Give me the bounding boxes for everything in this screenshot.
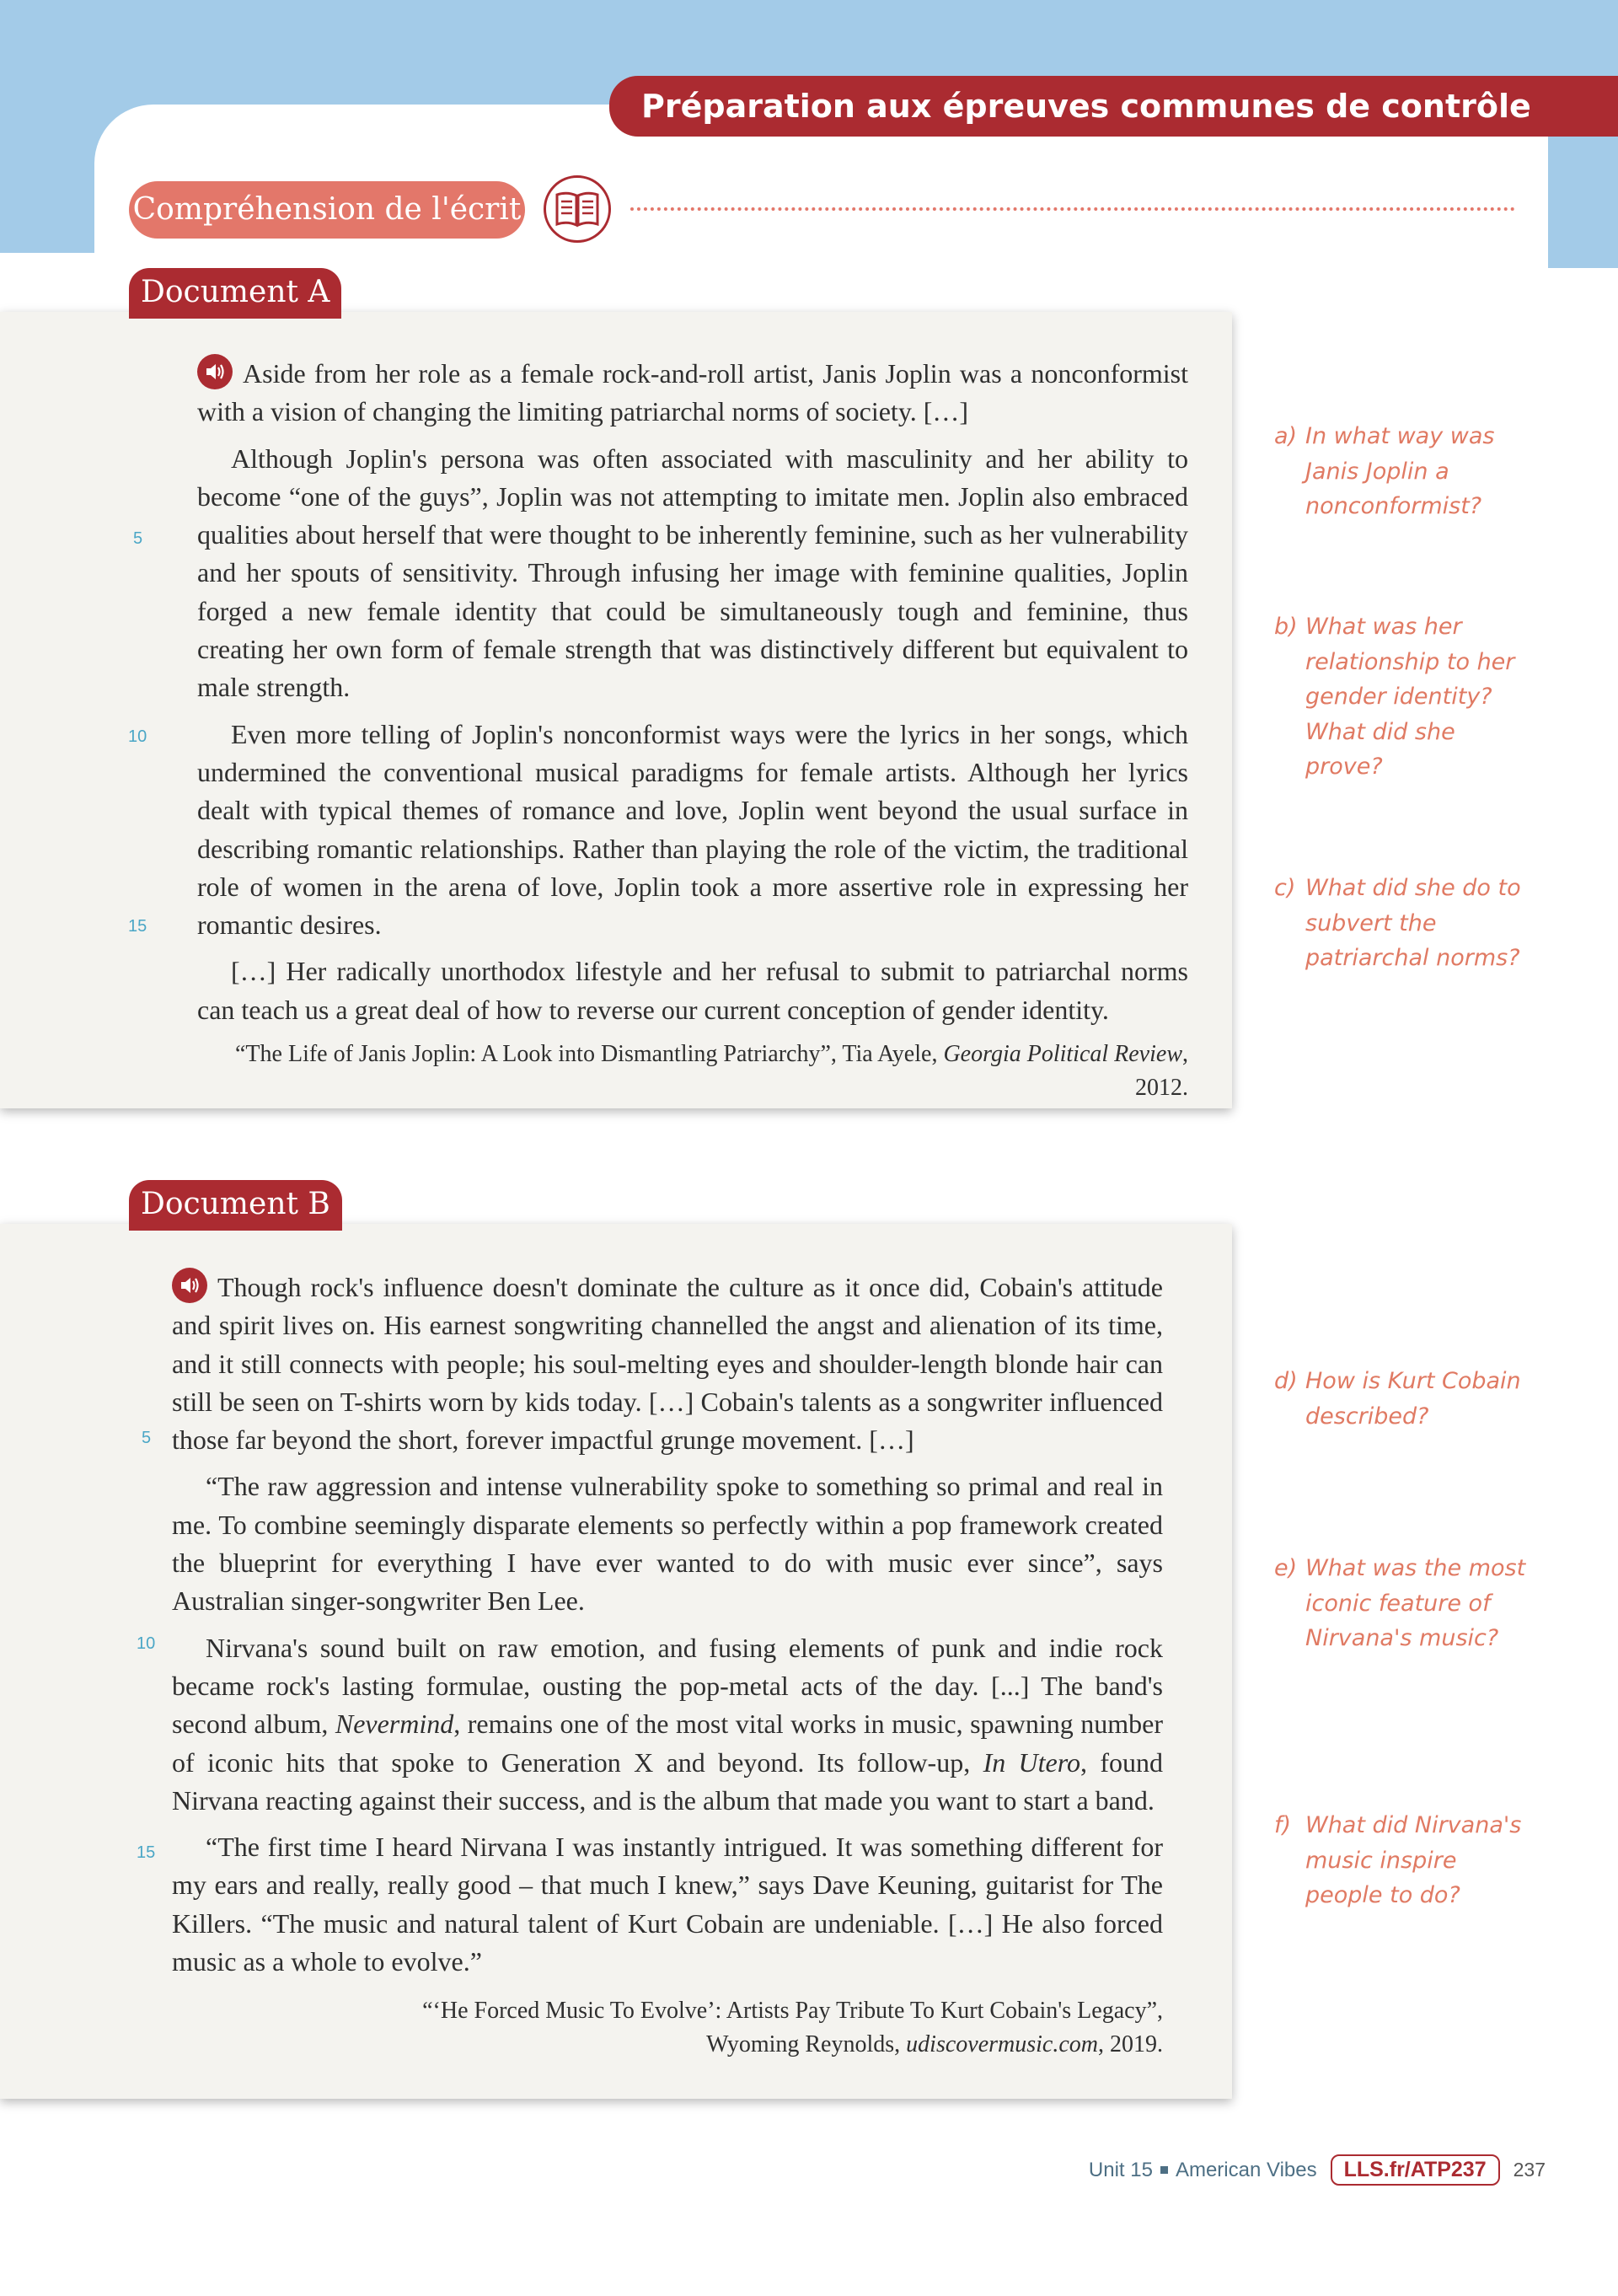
open-book-icon [544, 175, 611, 243]
document-a-text [197, 354, 1188, 1105]
question-a: a) In what way was Janis Joplin a nonconformist? [1274, 423, 1495, 519]
question-b: b) What was her relationship to her gender identity? What did she prove? [1274, 614, 1515, 780]
paragraph: “The first time I heard Nirvana I was instantly intrigued. It was something different for my ears and really, really good – that much I knew,” says Dave Keuning, guitarist for The Killers. “The music and natural talent of Kurt Cobain are undeniable. […] He also forced music as a whole to evolve.” [172, 1832, 1163, 1977]
section-label: Compréhension de l'écrit [129, 181, 525, 239]
line-number: 5 [142, 1429, 152, 1447]
page-number: 237 [1513, 2159, 1546, 2181]
question-f: f) What did Nirvana's music inspire people to do? [1274, 1812, 1522, 1908]
question-e: e) What was the most iconic feature of Nirvana's music? [1274, 1555, 1526, 1651]
footer-unit: Unit 15 [1088, 2158, 1153, 2181]
audio-speaker-icon[interactable] [197, 354, 233, 389]
footer-link[interactable]: LLS.fr/ATP237 [1331, 2154, 1500, 2186]
document-b-panel [0, 1224, 1232, 2099]
paragraph: […] Her radically unorthodox lifestyle and her refusal to submit to patriarchal norms can teach us a great deal of how to reverse our current conception of gender identity. [197, 956, 1188, 1025]
document-b-source: “‘He Forced Music To Evolve’: Artists Pay Tribute To Kurt Cobain's Legacy”, Wyoming Reynolds, udiscovermusic.com, 2019. [422, 1998, 1163, 2058]
question-c: c) What did she do to subvert the patriarchal norms? [1274, 875, 1521, 971]
paragraph: Though rock's influence doesn't dominate the culture as it once did, Cobain's attitude and spirit lives on. His earnest songwriting channelled the angst and alienation of its time, and it still connects with people; his soul-melting eyes and shoulder-length blonde hair can still be seen on T-shirts worn by kids today. […] Cobain's talents as a songwriter influenced those far beyond the short, forever impactful grunge movement. […] [172, 1268, 1163, 1459]
document-a-panel [0, 312, 1232, 1108]
paragraph: Aside from her role as a female rock-and-roll artist, Janis Joplin was a nonconformist with a vision of changing the limiting patriarchal norms of society. […] [197, 354, 1188, 432]
footer-title: American Vibes [1175, 2158, 1317, 2181]
line-number: 10 [137, 1634, 156, 1653]
line-number: 5 [133, 529, 143, 548]
document-b-tab: Document B [129, 1180, 342, 1231]
section-divider [630, 207, 1515, 211]
paragraph: Nirvana's sound built on raw emotion, and fusing elements of punk and indie rock became rock's lasting formulae, ousting the pop-metal acts of the day. [...] The band's second album, Nevermind, remains one of the most vital works in music, spawning number of iconic hits that spoke to Generation X and beyond. Its follow-up, In Utero, found Nirvana reacting against their success, and is the album that made you want to start a band. [172, 1632, 1164, 1816]
page-footer [1089, 2154, 1546, 2186]
line-number: 10 [128, 727, 147, 746]
document-b-text [172, 1268, 1163, 2062]
audio-speaker-icon[interactable] [172, 1268, 207, 1303]
question-d: d) How is Kurt Cobain described? [1274, 1368, 1521, 1430]
footer-separator [1160, 2166, 1168, 2174]
page-banner-title: Préparation aux épreuves communes de contrôle continu [609, 76, 1618, 137]
paragraph: Although Joplin's persona was often associated with masculinity and her ability to become “one of the guys”, Joplin was not attempting to imitate men. Joplin also embraced qualities about herself that were thought to be inherently feminine, such as her vulnerability and her spouts of sensitivity. Through infusing her image with feminine qualities, Joplin forged a new female identity that could be simultaneously tough and feminine, thus creating her own form of female strength that was distinctively different but equivalent to male strength. [197, 443, 1188, 703]
document-a-source: “The Life of Janis Joplin: A Look into Dismantling Patriarchy”, Tia Ayele, Georgia Political Review, 2012. [235, 1041, 1188, 1102]
document-a-tab: Document A [129, 268, 341, 319]
line-number: 15 [128, 917, 147, 936]
paragraph: Even more telling of Joplin's nonconformist ways were the lyrics in her songs, which undermined the conventional musical paradigms for female artists. Although her lyrics dealt with typical themes of romance and love, Joplin went beyond the usual surface in describing romantic relationships. Rather than playing the role of the victim, the traditional role of women in the arena of love, Joplin took a more assertive role in expressing her romantic desires. [197, 718, 1188, 941]
paragraph: “The raw aggression and intense vulnerability spoke to something so primal and real in me. To combine seemingly disparate elements so perfectly within a pop framework created the blueprint for everything I have ever wanted to do with music ever since”, says Australian singer-songwriter Ben Lee. [172, 1471, 1163, 1617]
line-number: 15 [137, 1843, 156, 1862]
